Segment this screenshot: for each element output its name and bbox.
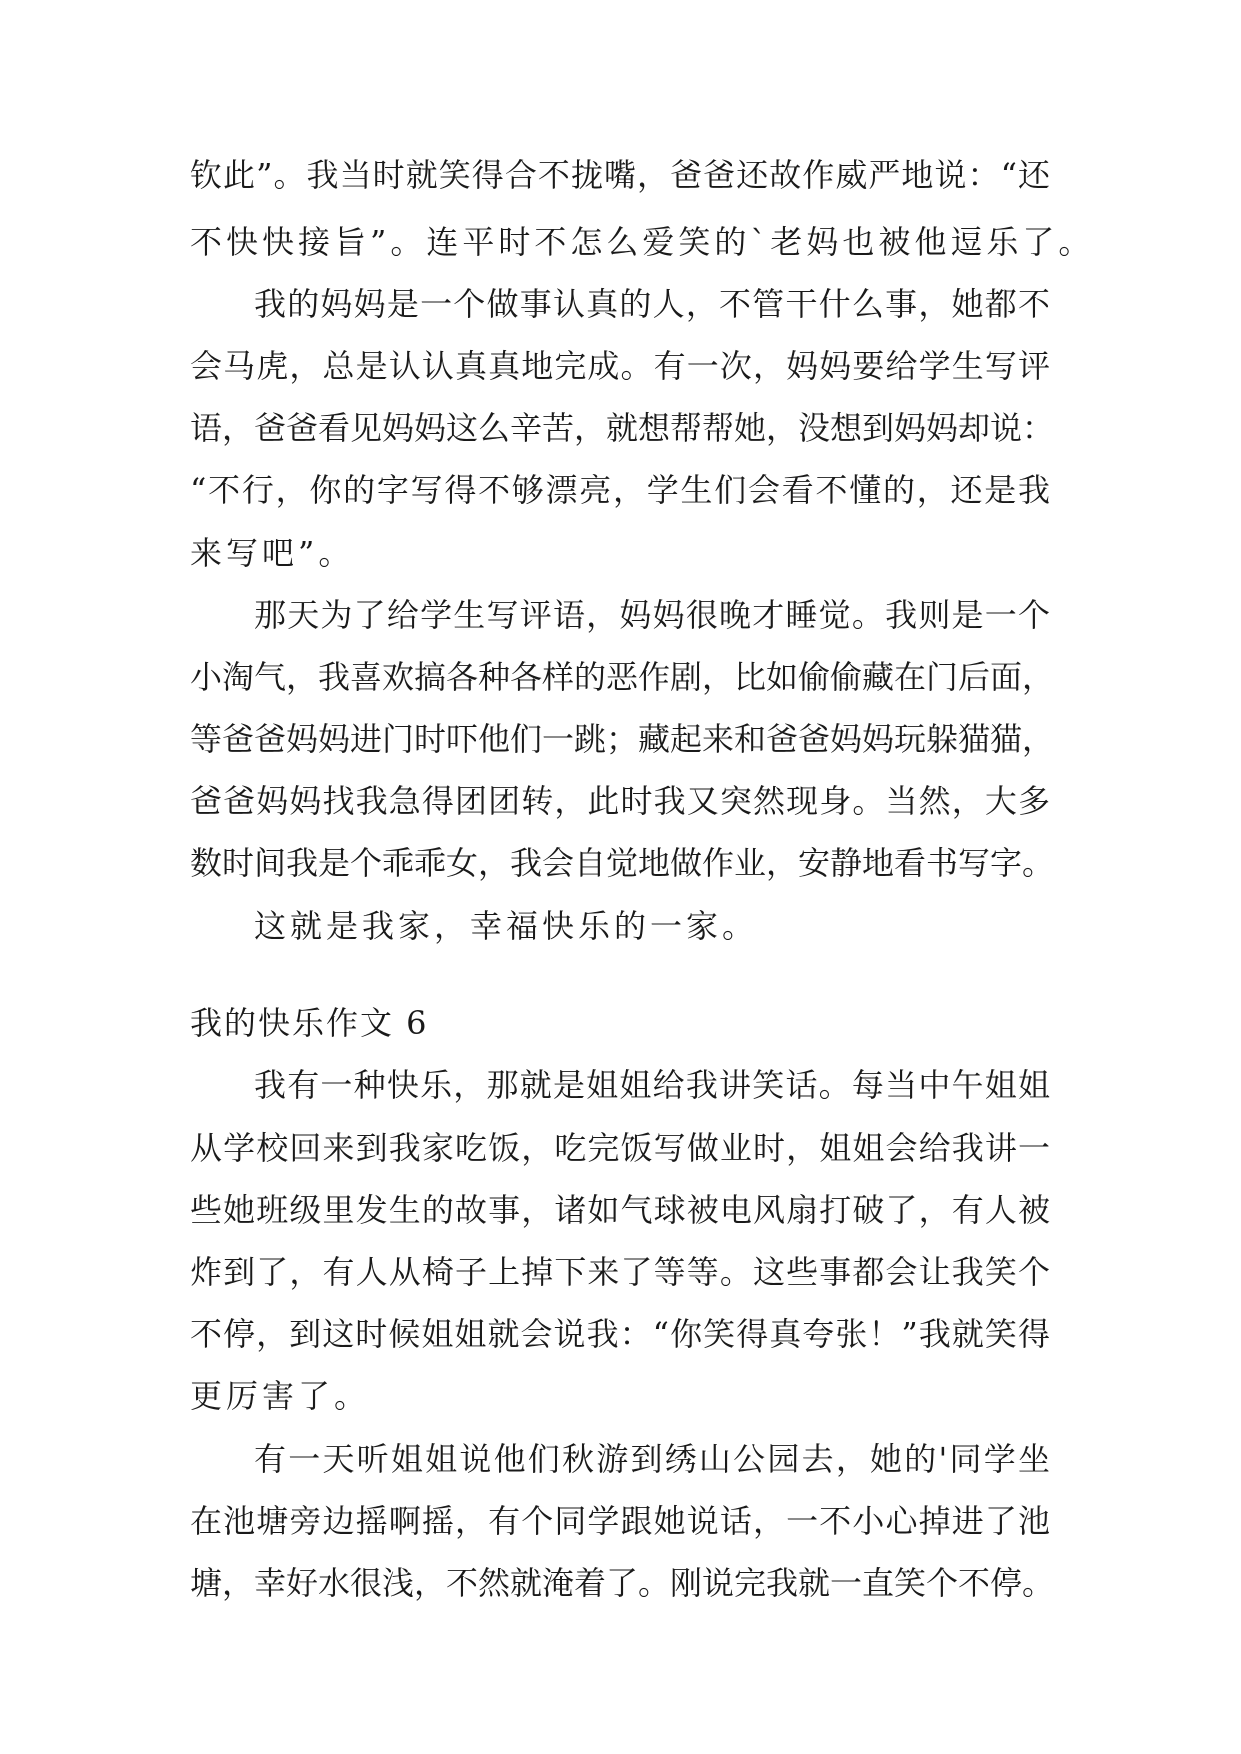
section-heading: 我的快乐作文 6 [190, 1004, 429, 1042]
text-line: 等爸爸妈妈进门时吓他们一跳；藏起来和爸爸妈妈玩躲猫猫， [190, 720, 1055, 758]
text-line: 更厉害了。 [190, 1377, 371, 1415]
text-line: 从学校回来到我家吃饭，吃完饭写做业时，姐姐会给我讲一 [190, 1129, 1050, 1167]
text-line: 不快快接旨”。连平时不怎么爱笑的`老妈也被他逗乐了。 [190, 223, 1095, 261]
text-line: 数时间我是个乖乖女，我会自觉地做作业，安静地看书写字。 [190, 844, 1055, 882]
paragraph-first-line: 我有一种快乐，那就是姐姐给我讲笑话。每当中午姐姐 [254, 1066, 1050, 1104]
text-line: 塘，幸好水很浅，不然就淹着了。刚说完我就一直笑个不停。 [190, 1564, 1055, 1602]
text-line: “不行，你的字写得不够漂亮，学生们会看不懂的，还是我 [190, 471, 1050, 509]
text-line: 语，爸爸看见妈妈这么辛苦，就想帮帮她，没想到妈妈却说： [190, 409, 1055, 447]
text-line: 爸爸妈妈找我急得团团转，此时我又突然现身。当然，大多 [190, 782, 1050, 820]
text-line: 在池塘旁边摇啊摇，有个同学跟她说话，一不小心掉进了池 [190, 1502, 1050, 1540]
text-line: 钦此”。我当时就笑得合不拢嘴，爸爸还故作威严地说：“还 [190, 156, 1050, 194]
text-line: 来写吧”。 [190, 534, 355, 572]
paragraph-first-line: 我的妈妈是一个做事认真的人，不管干什么事，她都不 [254, 285, 1050, 323]
paragraph-first-line: 这就是我家，幸福快乐的一家。 [254, 907, 759, 945]
text-line: 小淘气，我喜欢搞各种各样的恶作剧，比如偷偷藏在门后面， [190, 658, 1055, 696]
text-line: 不停，到这时候姐姐就会说我：“你笑得真夸张！”我就笑得 [190, 1315, 1050, 1353]
paragraph-first-line: 那天为了给学生写评语，妈妈很晚才睡觉。我则是一个 [254, 596, 1050, 634]
paragraph-first-line: 有一天听姐姐说他们秋游到绣山公园去，她的'同学坐 [254, 1440, 1050, 1478]
text-line: 会马虎，总是认认真真地完成。有一次，妈妈要给学生写评 [190, 347, 1050, 385]
text-line: 些她班级里发生的故事，诸如气球被电风扇打破了，有人被 [190, 1191, 1050, 1229]
text-line: 炸到了，有人从椅子上掉下来了等等。这些事都会让我笑个 [190, 1253, 1050, 1291]
